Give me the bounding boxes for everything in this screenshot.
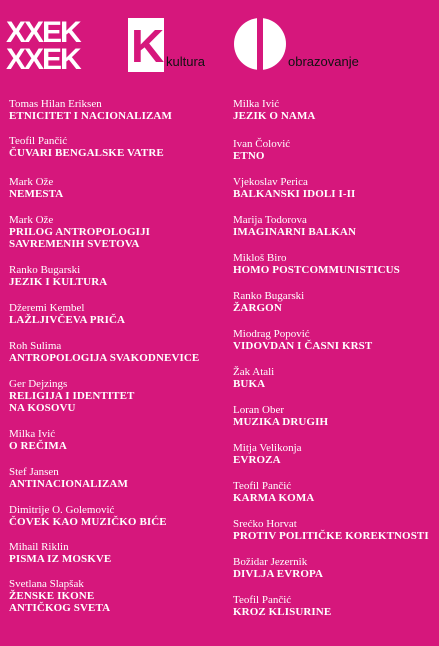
book-author: Teofil Pančić (9, 135, 68, 147)
book-author: Milka Ivić (9, 428, 56, 440)
publisher-logo (6, 18, 436, 72)
book-author: Roh Sulima (9, 340, 62, 352)
book-author: Mihail Riklin (9, 541, 69, 553)
book-author: Srećko Horvat (233, 518, 297, 530)
book-entry (9, 214, 150, 250)
book-author: Ivan Čolović (233, 138, 291, 150)
logo-kultura: kultura (166, 54, 206, 69)
book-author: Džeremi Kembel (9, 302, 85, 314)
book-author: Ranko Bugarski (9, 264, 81, 276)
book-title: JEZIK O NAMA (233, 110, 316, 122)
book-author: Marija Todorova (233, 214, 307, 226)
logo-xx-top: XXEK (6, 18, 80, 49)
book-entry (9, 428, 67, 452)
book-author: Stef Jansen (9, 466, 59, 478)
book-title: BUKA (233, 378, 266, 390)
book-title: O REČIMA (9, 440, 67, 452)
book-author: Božidar Jezernik (233, 556, 308, 568)
book-entry (233, 214, 356, 238)
book-entry (9, 340, 199, 364)
book-entry (233, 138, 290, 162)
book-title: RELIGIJA I IDENTITET NA KOSOVU (9, 390, 135, 414)
book-author: Dimitrije O. Golemović (9, 504, 115, 516)
book-title: ETNICITET I NACIONALIZAM (9, 110, 172, 122)
book-entry (9, 541, 111, 565)
book-author: Mitja Velikonja (233, 442, 302, 454)
book-title: LAŽLJIVČEVA PRIČA (9, 314, 126, 326)
book-title: ŽENSKE IKONE ANTIČKOG SVETA (9, 590, 111, 614)
book-title: PISMA IZ MOSKVE (9, 553, 112, 565)
book-title: ČUVARI BENGALSKE VATRE (9, 147, 164, 159)
book-title: KROZ KLISURINE (233, 606, 332, 618)
logo-obrazovanje: obrazovanje (288, 54, 359, 69)
book-title: BALKANSKI IDOLI I-II (233, 188, 356, 200)
k-block-icon (128, 18, 164, 72)
book-title: ANTINACIONALIZAM (9, 478, 128, 490)
xx-logo-icon (6, 18, 126, 72)
book-author: Miodrag Popović (233, 328, 310, 340)
logo-xx-bottom: XXEK (6, 43, 80, 72)
book-entry (233, 290, 304, 314)
book-title: KARMA KOMA (233, 492, 315, 504)
book-entry (233, 518, 429, 542)
book-title: NEMESTA (9, 188, 64, 200)
book-author: Mikloš Biro (233, 252, 287, 264)
book-author: Ger Dejzings (9, 378, 68, 390)
book-title: PROTIV POLITIČKE KOREKTNOSTI (233, 530, 429, 542)
book-entry (233, 366, 274, 390)
book-entry (233, 556, 323, 580)
book-entry (233, 480, 314, 504)
book-author: Teofil Pančić (233, 480, 292, 492)
book-entry (233, 98, 315, 122)
book-entry (233, 252, 400, 276)
book-author: Ranko Bugarski (233, 290, 305, 302)
book-title: ANTROPOLOGIJA SVAKODNEVICE (9, 352, 200, 364)
book-entry (9, 466, 128, 490)
book-author: Milka Ivić (233, 98, 280, 110)
book-title: DIVLJA EVROPA (233, 568, 324, 580)
book-entry (233, 594, 331, 618)
book-author: Loran Ober (233, 404, 285, 416)
o-circle-icon (234, 18, 286, 70)
book-title: ČOVEK KAO MUZIČKO BIĆE (9, 516, 167, 528)
book-entry (9, 378, 135, 414)
book-author: Vjekoslav Perica (233, 176, 308, 188)
book-entry (233, 328, 372, 352)
book-entry (9, 264, 107, 288)
book-entry (9, 578, 110, 614)
book-title: ETNO (233, 150, 265, 162)
book-entry (9, 302, 125, 326)
book-title: VIDOVDAN I ČASNI KRST (233, 340, 373, 352)
book-author: Teofil Pančić (233, 594, 292, 606)
book-title: IMAGINARNI BALKAN (233, 226, 357, 238)
book-entry (233, 176, 355, 200)
logo-k-letter: K (131, 20, 164, 72)
book-author: Svetlana Slapšak (9, 578, 84, 590)
book-entry (233, 404, 328, 428)
book-title: MUZIKA DRUGIH (233, 416, 329, 428)
book-author: Mark Ože (9, 176, 54, 188)
book-entry (9, 135, 164, 159)
book-title: JEZIK I KULTURA (9, 276, 108, 288)
book-entry (233, 442, 302, 466)
book-author: Tomas Hilan Eriksen (9, 98, 102, 110)
book-author: Mark Ože (9, 214, 54, 226)
book-author: Žak Atali (233, 366, 275, 378)
book-title: HOMO POSTCOMMUNISTICUS (233, 264, 400, 276)
book-entry (9, 98, 172, 122)
book-entry (9, 176, 63, 200)
book-title: ŽARGON (233, 302, 282, 314)
book-title: EVROZA (233, 454, 281, 466)
book-entry (9, 504, 167, 528)
book-title: PRILOG ANTROPOLOGIJI SAVREMENIH SVETOVA (9, 226, 151, 250)
